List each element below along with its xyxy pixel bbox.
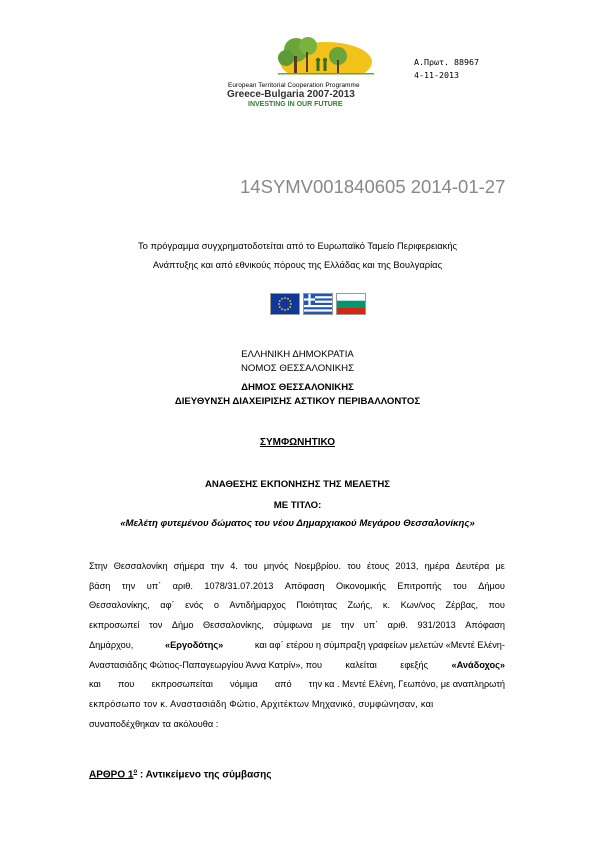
paragraph-word: αριθ. (387, 620, 408, 631)
paragraph-line (89, 577, 505, 597)
article-title: : Αντικείμενο της σύμβασης (137, 769, 272, 781)
tree-sun-logo-icon (222, 36, 397, 84)
paragraph-word: Νοεμβρίου. (294, 561, 341, 571)
paragraph-word: κ. (382, 600, 391, 611)
paragraph-line (89, 616, 505, 636)
eu-star-icon (289, 300, 291, 302)
protocol-block (414, 56, 479, 82)
logo-programme-text: European Territorial Cooperation Programme (228, 82, 360, 89)
paragraph-word: την (340, 620, 355, 631)
eu-star-icon (279, 306, 281, 308)
paragraph-text: καλείται (345, 659, 377, 670)
paragraph-word: μηνός (263, 561, 289, 571)
paragraph-word: ο (213, 600, 219, 611)
subject-line-2: ΜΕ ΤΙΤΛΟ: (273, 500, 322, 511)
paragraph-word: του (347, 561, 361, 571)
cofunding-line-1: Το πρόγραμμα συγχρηματοδοτείται από το Ευρωπαϊκό Ταμείο Περιφερειακής (137, 240, 458, 251)
article-ordinal: ο (133, 769, 138, 775)
agreement-paragraph (89, 557, 505, 734)
paragraph-word: νόμιμα (230, 679, 258, 690)
paragraph-word: Δευτέρα (455, 561, 490, 571)
paragraph-word: με (321, 620, 332, 631)
paragraph-word: Ποιότητας (296, 600, 338, 611)
paragraph-word: Θεσσαλονίκη (113, 561, 168, 571)
paragraph-word: με (495, 561, 505, 571)
eu-star-icon (284, 297, 286, 299)
ada-code: 14SYMV001840605 2014-01-27 (240, 176, 506, 197)
paragraph-text: και αφ΄ ετέρου η σύμπραξη γραφείων μελετών «Μεντέ Ελένη- (254, 639, 505, 650)
paragraph-text: Αναστασιάδης Φώτιος-Παπαγεωργίου Άννα Κατρίν», που (89, 659, 322, 670)
paragraph-line (89, 636, 505, 656)
paragraph-word: υπ΄ (146, 580, 162, 591)
eu-star-icon (290, 303, 292, 305)
eu-flag-icon (270, 293, 300, 315)
paragraph-text: Δημάρχου, (89, 639, 134, 650)
paragraph-word: Αντιδήμαρχος (229, 600, 286, 611)
logo-programme-name: Greece-Bulgaria 2007-2013 (227, 89, 355, 100)
eu-star-icon (284, 309, 286, 311)
header-country: ΕΛΛΗΝΙΚΗ ΔΗΜΟΚΡΑΤΙΑ (241, 349, 354, 360)
eu-star-icon (287, 298, 289, 300)
paragraph-word: υπ΄ (363, 620, 379, 631)
paragraph-word: σήμερα (173, 561, 205, 571)
paragraph-word: εκπροσωπεί (89, 620, 140, 631)
paragraph-word: βάση (89, 580, 111, 591)
paragraph-word: 2013, (395, 561, 419, 571)
paragraph-word: την (210, 561, 225, 571)
protocol-date: 4-11-2013 (414, 70, 459, 80)
paragraph-word: 931/2013 (417, 620, 456, 631)
paragraph-word: Θεσσαλονίκης, (203, 620, 264, 631)
paragraph-line (89, 596, 505, 616)
article-heading (89, 769, 271, 780)
paragraph-word: Δήμο (171, 620, 194, 631)
paragraph-line: εκπρόσωπο τον κ. Αναστασιάδη Φώτιο, Αρχιτέκτων Μηχανικό, συμφώνησαν, και (89, 698, 434, 709)
eu-star-icon (289, 306, 291, 308)
paragraph-word: Ζωής, (347, 600, 373, 611)
eu-star-icon (287, 308, 289, 310)
paragraph-word: του (453, 580, 467, 591)
logo-slogan: INVESTING IN OUR FUTURE (248, 101, 343, 108)
contractor-term: «Ανάδοχος» (451, 659, 505, 670)
paragraph-word: αριθ. (172, 580, 193, 591)
paragraph-word: έτους (367, 561, 390, 571)
header-directorate: ΔΙΕΥΘΥΝΣΗ ΔΙΑΧΕΙΡΙΣΗΣ ΑΣΤΙΚΟΥ ΠΕΡΙΒΑΛΛΟΝΤΟΣ (174, 396, 421, 407)
document-type-title: ΣΥΜΦΩΝΗΤΙΚΟ (259, 437, 336, 448)
paragraph-word: την (121, 580, 136, 591)
paragraph-line: συναποδέχθηκαν τα ακόλουθα : (89, 718, 219, 729)
paragraph-word: που (488, 600, 505, 611)
paragraph-word: Ζέρβας, (445, 600, 479, 611)
paragraph-word: Στην (89, 561, 108, 571)
paragraph-word: αφ΄ (160, 600, 175, 611)
eu-star-icon (279, 300, 281, 302)
paragraph-word: του (244, 561, 258, 571)
paragraph-word: 1078/31.07.2013 (204, 580, 274, 591)
paragraph-word: που (117, 679, 135, 690)
bulgaria-flag-icon (336, 293, 366, 315)
header-prefecture: ΝΟΜΟΣ ΘΕΣΣΑΛΟΝΙΚΗΣ (240, 363, 355, 374)
eu-star-icon (281, 298, 283, 300)
paragraph-word: Δήμου (478, 580, 505, 591)
article-label: ΑΡΘΡΟ 1 (89, 769, 134, 781)
paragraph-word: Οικονομικής (335, 580, 386, 591)
programme-logo (222, 36, 397, 122)
paragraph-word: Απόφαση (465, 620, 505, 631)
paragraph-line (89, 675, 505, 695)
paragraph-word: Επιτροπής (397, 580, 442, 591)
paragraph-word: Απόφαση (284, 580, 325, 591)
paragraph-word: την κα . Μεντέ Ελένη, Γεωπόνο, με αναπληρωτή (308, 679, 505, 690)
paragraph-line (89, 557, 505, 577)
cofunding-line-2: Ανάπτυξης και από εθνικούς πόρους της Ελλάδας και της Βουλγαρίας (152, 259, 443, 270)
paragraph-word: Θεσσαλονίκης, (89, 600, 150, 611)
paragraph-word: 4. (230, 561, 238, 571)
paragraph-word: σύμφωνα (273, 620, 313, 631)
eu-star-icon (281, 308, 283, 310)
paragraph-word: ενός (185, 600, 204, 611)
paragraph-word: Κων/νος (400, 600, 436, 611)
paragraph-text: εφεξής (400, 659, 429, 670)
subject-line-1: ΑΝΑΘΕΣΗΣ ΕΚΠΟΝΗΣΗΣ ΤΗΣ ΜΕΛΕΤΗΣ (204, 479, 391, 490)
employer-term: «Εργοδότης» (165, 639, 224, 650)
greece-flag-icon (303, 293, 333, 315)
paragraph-word: από (274, 679, 292, 690)
eu-star-icon (278, 303, 280, 305)
paragraph-word: εκπροσωπείται (151, 679, 213, 690)
protocol-number: Α.Πρωτ. 88967 (414, 57, 479, 67)
paragraph-word: και (89, 679, 101, 690)
paragraph-word: ημέρα (424, 561, 450, 571)
study-title: «Μελέτη φυτεμένου δώματος του νέου Δημαρχιακού Μεγάρου Θεσσαλονίκης» (120, 518, 475, 529)
paragraph-line (89, 656, 505, 676)
paragraph-word: τον (149, 620, 163, 631)
header-municipality: ΔΗΜΟΣ ΘΕΣΣΑΛΟΝΙΚΗΣ (241, 382, 354, 393)
